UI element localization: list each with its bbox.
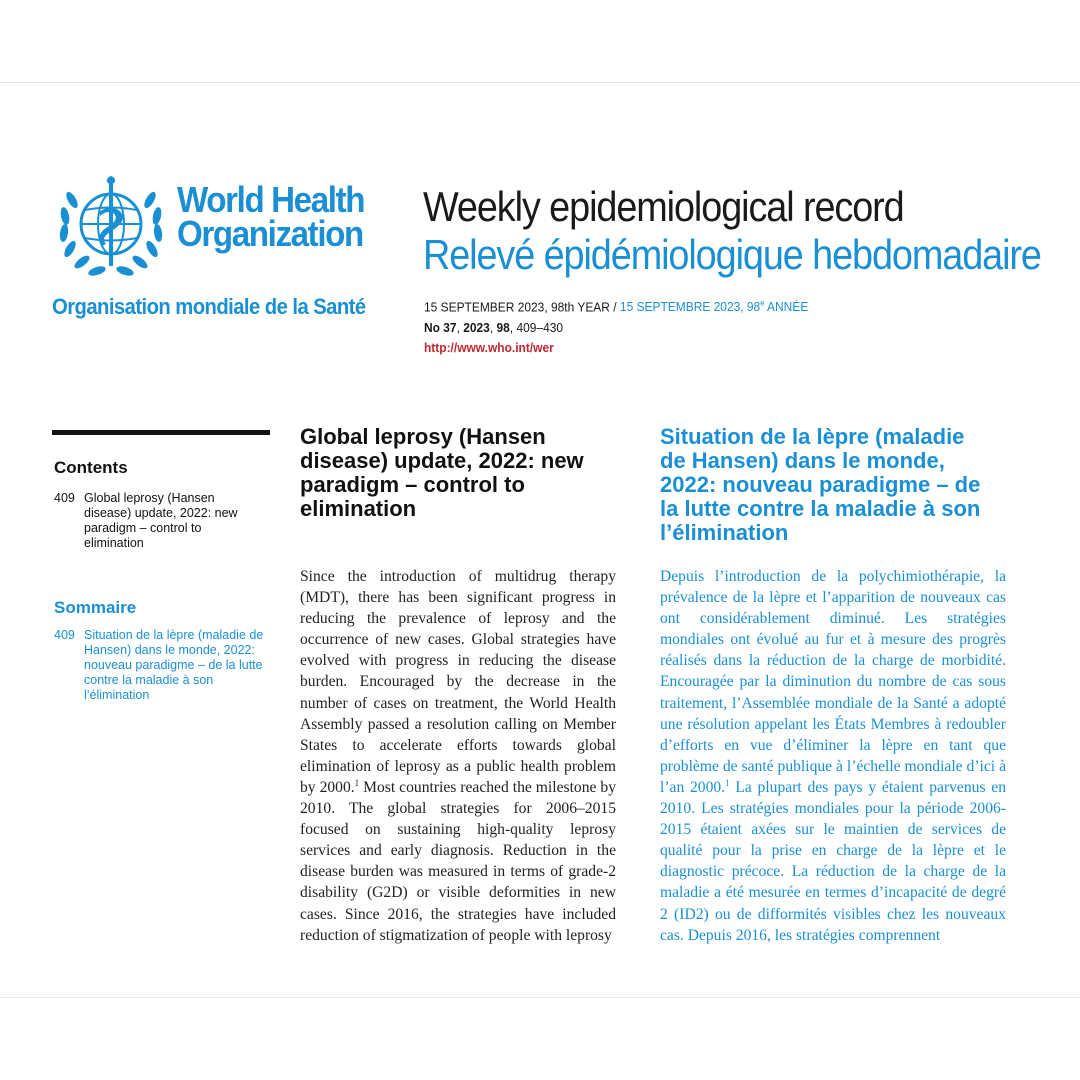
issue-year: 2023 — [463, 320, 490, 335]
sommaire-heading: Sommaire — [54, 598, 137, 617]
article-body-english: Since the introduction of multidrug therapy (MDT), there has been significant progress in reducing the prevalence of leprosy and the occurrence of new cases. Global strategies have evolved with progress in reducing the disease burden. Encouraged by the decrease in the number of cases on treatment, the World Health Assembly passed a resolution calling on Member States to accelerate efforts towards global elimination of leprosy as a public health problem by 2000.$^1$ Most countries reached the milestone by 2010. The global strategies for 2006–2015 focused on sustaining high-quality leprosy services and early diagnosis. Reduction in the disease burden was measured in terms of grade-2 disability (G2D) or visible deformities in new cases. Since 2016, the strategies have included reduction of stigmatization of people with leprosy — [300, 568, 616, 944]
footnote-ref-fr: 1 — [725, 777, 730, 788]
contents-heading: Contents — [54, 458, 128, 477]
issue-volume: 98 — [496, 320, 510, 335]
contents-rule — [52, 430, 270, 435]
footnote-ref: 1 — [354, 777, 360, 788]
issue-number: No 37, 2023, 98, 409–430 — [424, 320, 564, 335]
who-name-line1: World Health — [177, 179, 365, 220]
contents-entry-text: Global leprosy (Hansen disease) update, 2022: new paradigm – control to elimination — [84, 491, 238, 550]
wer-url-link[interactable]: http://www.who.int/wer — [424, 340, 554, 355]
top-divider — [0, 82, 1080, 83]
contents-entry-page: 409 — [54, 491, 75, 505]
issue-date — [424, 299, 808, 314]
who-name-line2: Organization — [177, 213, 363, 254]
who-name-french: Organisation mondiale de la Santé — [52, 294, 366, 319]
sommaire-entry-text: Situation de la lèpre (maladie de Hansen) dans le monde, 2022: nouveau paradigme – de la lutte contre la maladie à son l’élimination — [84, 628, 264, 702]
article-title-french: Situation de la lèpre (maladie de Hansen) dans le monde, 2022: nouveau paradigme – de la lutte contre la maladie à son l’élimination — [660, 424, 981, 545]
sommaire-entry[interactable] — [54, 628, 264, 703]
who-emblem-logo — [50, 170, 172, 282]
issue-date-french: 15 SEPTEMBRE 2023, 98e ANNÉE — [619, 299, 809, 315]
sommaire-entry-page: 409 — [54, 628, 75, 642]
issue-date-english: 15 SEPTEMBER 2023, 98th YEAR / — [424, 299, 617, 315]
article-body-french: Depuis l’introduction de la polychimiothérapie, la prévalence de la lèpre et l’apparition de nouveaux cas ont considérablement diminué. Les stratégies mondiales ont évolué au fur et à mesure des progrès réalisés dans la réduction de la charge de morbidité. Encouragée par la diminution du nombre de cas sous traitement, l’Assemblée mondiale de la Santé a adopté une résolution appelant les États Membres à redoubler d’efforts en vue d’éliminer la lèpre en tant que problème de santé publique à l’échelle mondiale d’ici à l’an 2000.$^1$ La plupart des pays y étaient parvenus en 2010. Les stratégies mondiales pour la période 2006-2015 étaient axées sur le maintien de services de qualité pour la prise en charge de la lèpre et le diagnostic précoce. La réduction de la charge de la maladie a été mesurée en termes d’incapacité de degré 2 (ID2) ou de difformités visibles chez les nouveaux cas. Depuis 2016, les stratégies comprennent — [660, 568, 1006, 944]
contents-entry[interactable] — [54, 491, 264, 551]
issue-no-label: No 37 — [424, 320, 457, 335]
article-title-english: Global leprosy (Hansen disease) update, 2022: new paradigm – control to elimination — [300, 424, 584, 521]
publication-title-french: Relevé épidémiologique hebdomadaire — [423, 231, 1041, 278]
issue-pages: 409–430 — [516, 320, 564, 335]
publication-title-english: Weekly epidemiological record — [423, 183, 904, 230]
page-bottom-margin — [0, 998, 1080, 1080]
who-organization-name — [177, 179, 375, 254]
